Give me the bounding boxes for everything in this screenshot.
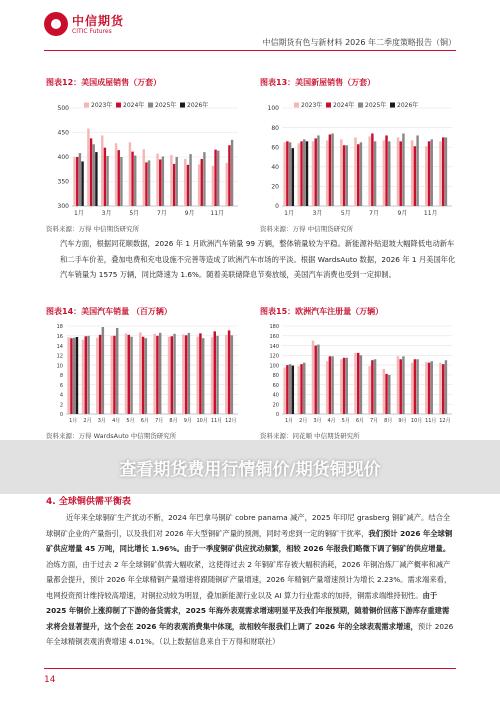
bar-2024年-6月 [357,353,359,414]
y-tick-label: 400 [57,154,69,162]
bar-2024年-8月 [385,135,387,206]
y-tick-label: 0 [59,412,63,419]
bar-2023年-7月 [156,154,158,206]
bar-2023年-4月 [326,140,328,206]
bar-2023年-3月 [96,338,98,414]
bar-2024年-8月 [171,336,173,414]
bar-2024年-11月 [214,331,216,414]
legend-label: 2023年 [301,102,323,109]
chart-fig13 [258,90,458,220]
bar-2026年-1月 [292,366,294,414]
bar-2025年-7月 [374,359,376,414]
x-tick-label: 1月 [284,210,294,217]
bar-2023年-3月 [101,135,103,206]
x-tick-label: 7月 [369,210,379,217]
bar-2023年-12月 [439,363,441,414]
bar-2023年-1月 [73,157,75,206]
legend-swatch [390,103,395,108]
bar-2023年-10月 [411,140,413,206]
bar-2023年-6月 [354,353,356,414]
y-tick-label: 100 [269,363,279,370]
x-tick-label: 9月 [397,210,408,217]
bar-2023年-2月 [298,143,300,206]
page-number: 14 [44,675,56,685]
legend-label: 2025年 [155,102,177,109]
y-tick-label: 80 [272,373,279,380]
paragraph-part-e: 预计 2026 年全球精铜表观消费增速 4.01%。（以上数据信息来自于万得和财联社） [46,621,454,646]
bar-2024年-5月 [343,358,345,414]
x-tick-label: 12月 [439,418,451,424]
bar-2023年-9月 [182,334,184,414]
bar-2026年-2月 [95,152,97,206]
bar-2026年-1月 [81,161,83,206]
bar-2023年-11月 [425,146,427,206]
bar-2023年-8月 [383,369,385,414]
y-tick-label: 12 [56,353,63,360]
logo-text-en: CITIC Futures [72,28,112,35]
bar-2025年-11月 [216,336,218,414]
y-tick-label: 16 [56,333,63,340]
bar-2024年-5月 [131,152,133,206]
bar-2025年-9月 [402,356,404,414]
x-tick-label: 2月 [299,418,308,424]
header-divider [44,50,456,51]
bar-2023年-5月 [129,142,131,206]
bar-2024年-9月 [187,165,189,206]
bar-2024年-11月 [428,141,430,206]
y-tick-label: 0 [275,412,279,419]
legend-label: 2026年 [187,102,209,109]
bar-2025年-1月 [73,338,75,414]
bar-2023年-10月 [196,337,198,414]
x-tick-label: 4月 [112,418,121,424]
legend-label: 2024年 [123,102,145,109]
bar-2025年-10月 [416,359,418,414]
bar-2025年-8月 [176,157,178,206]
chart-fig15 [258,320,458,426]
bar-2024年-6月 [357,144,359,206]
bar-2024年-10月 [199,333,201,414]
bar-2024年-12月 [442,137,444,206]
bar-2025年-7月 [374,141,376,206]
x-tick-label: 12月 [225,418,237,424]
bar-2024年-10月 [414,359,416,414]
bar-2025年-11月 [431,361,433,414]
legend-label: 2025年 [365,102,387,109]
bar-2023年-2月 [82,340,84,414]
legend-label: 2023年 [91,102,113,109]
bar-2023年-8月 [383,140,385,206]
bar-2023年-1月 [283,368,285,414]
x-tick-label: 11月 [425,418,437,424]
bar-2023年-6月 [143,149,145,206]
legend-swatch [116,103,121,108]
x-tick-label: 5月 [126,418,135,424]
bar-2024年-1月 [70,338,72,414]
bar-2024年-2月 [90,138,92,206]
bar-2023年-5月 [340,139,342,206]
legend-swatch [294,103,299,108]
legend-label: 2026年 [397,102,419,109]
bar-2025年-4月 [331,356,333,414]
y-tick-label: 10 [56,363,63,370]
legend-swatch [358,103,363,108]
bar-2024年-12月 [228,330,230,414]
bar-2024年-3月 [99,335,101,414]
bar-2025年-3月 [106,156,108,206]
x-tick-label: 1月 [74,210,84,217]
bar-2024年-8月 [385,374,387,414]
bar-2025年-4月 [331,133,333,206]
bar-2024年-3月 [314,138,316,206]
y-tick-label: 2 [59,402,63,409]
legend-swatch [148,103,153,108]
bar-2025年-6月 [360,355,362,414]
bar-2023年-7月 [368,366,370,414]
bar-2024年-12月 [228,145,230,206]
bar-2024年-4月 [329,134,331,206]
x-tick-label: 9月 [183,418,192,424]
bar-2024年-4月 [329,356,331,414]
bar-2023年-10月 [411,363,413,414]
logo-text-cn: 中信期货 [72,14,125,28]
bar-2024年-6月 [145,162,147,206]
document-title: 中信期货有色与新材料 2026 年二季度策略报告（铜） [262,38,456,47]
fig12-source: 资料来源：万得 中信期货研究所 [46,225,140,233]
fig14-source: 资料来源：万得 WardsAuto 中信期货研究所 [46,432,177,440]
section-heading: 4. 全球铜供需平衡表 [46,497,131,507]
bar-2025年-12月 [231,335,233,414]
footer-divider [44,668,456,669]
bar-2024年-2月 [300,364,302,414]
bar-2025年-1月 [79,153,81,206]
bar-2023年-5月 [340,359,342,414]
bar-2025年-1月 [289,142,291,206]
bar-2025年-10月 [203,152,205,206]
y-tick-label: 120 [269,353,279,360]
y-tick-label: 40 [271,164,279,171]
bar-2025年-7月 [159,333,161,414]
bar-2023年-4月 [110,336,112,414]
bar-2024年-3月 [104,148,106,206]
fig15-title: 图表15：欧洲汽车注册量（万辆） [260,307,384,316]
bar-2024年-1月 [286,365,288,414]
bar-2023年-12月 [225,335,227,414]
x-tick-label: 1月 [284,418,294,424]
bar-2023年-4月 [115,143,117,206]
bar-2025年-3月 [317,345,319,414]
bar-2023年-8月 [170,155,172,206]
chart-fig12 [44,90,244,220]
x-tick-label: 3月 [97,418,106,424]
x-tick-label: 10月 [196,418,208,424]
bar-2024年-4月 [118,150,120,206]
bar-2025年-11月 [217,151,219,206]
citic-logo-icon [44,12,68,36]
fig12-title: 图表12：美国成屋销售（万套） [46,78,162,87]
bar-2025年-5月 [346,358,348,414]
bar-2023年-8月 [168,337,170,414]
x-tick-label: 7月 [157,210,167,217]
x-tick-label: 1月 [69,418,78,424]
bar-2024年-5月 [343,145,345,206]
bar-2024年-5月 [128,335,130,414]
y-tick-label: 300 [57,203,69,211]
bar-2023年-10月 [198,164,200,206]
bar-2025年-1月 [289,364,291,414]
bar-2023年-5月 [125,333,127,414]
y-tick-label: 60 [272,382,279,389]
auto-sector-paragraph: 汽车方面，根据同花顺数据，2026 年 1 月欧洲汽车销量 99 万辆，整体销量较为平稳。新能源补贴退坡大幅降低电动新车和二手车价差，叠加电费和充电设施不完善等造成了欧洲汽车市场的平淡。根据 WardsAuto 数据，2026 年 1 月美国年化汽车销量为 1575 万辆，同比降速为 1.6%。随着美联储降息节奏放缓，美国汽车消费也受到一定抑制。 [60,239,456,279]
bar-2025年-6月 [145,338,147,414]
x-tick-label: 4月 [327,418,336,424]
bar-2023年-7月 [368,136,370,206]
bar-2024年-7月 [156,336,158,414]
x-tick-label: 11月 [210,418,223,424]
x-tick-label: 11月 [210,210,225,217]
bar-2024年-1月 [286,141,288,206]
x-tick-label: 3月 [101,210,112,217]
paragraph-part-d-bold: 由于 2025 年铜价上涨抑制了下游的备货需求，2025 年海外表观需求增速明显平及我们年报预期，随着铜价回落下游库存重建需求将会显著提升，这个会在 2026 年的表观消费集中体现，故相较年报我们上调了 2026 年的全球表观需求增速， [46,590,450,631]
bar-2025年-2月 [303,363,305,414]
bar-2025年-9月 [188,333,190,414]
paragraph-part-c: 冶炼方面，由于过去 2 年全球铜矿供需大幅收紧，这使得过去 2 年铜矿库存被大幅积消耗，2026 年铜冶炼厂减产概率和减产量都会提升，预计 2026 年全球精铜产量增速将跟随铜矿产量增速，2026 年精铜产量增速预计为增长 2.23%。需求端来看，电网投资预计维持较高增速，对铜拉动较为明显，叠加新能源行业以及 AI 算力行业需求的加持，铜需求端维持韧性。 [46,559,452,600]
x-tick-label: 6月 [355,418,365,424]
bar-2025年-5月 [134,156,136,206]
bar-2025年-11月 [431,139,433,206]
legend-swatch [326,103,331,108]
x-tick-label: 5月 [340,210,351,217]
bar-2023年-6月 [139,332,141,414]
bar-2023年-3月 [312,141,314,206]
x-tick-label: 5月 [129,210,140,217]
bar-2025年-9月 [189,154,191,206]
y-tick-label: 4 [59,392,63,399]
bar-2024年-11月 [214,150,216,206]
bar-2023年-4月 [326,361,328,414]
bar-2024年-12月 [442,364,444,414]
bar-2026年-1月 [76,337,78,414]
bar-2025年-9月 [402,133,404,206]
paragraph-part-a: 近年来全球铜矿生产扰动不断，2024 年巴拿马铜矿 cobre panama 减产，2025 年印尼 grasberg 铜矿减产。结合全球铜矿企业的产量指引，以及我们对 2026 年大型铜矿产量的预测，同时考虑到一定的铜矿干扰率， [46,513,451,538]
legend-swatch [84,103,89,108]
y-tick-label: 40 [272,392,279,399]
bar-2025年-12月 [231,140,233,206]
bar-2025年-2月 [93,144,95,206]
x-tick-label: 11月 [423,210,438,217]
x-tick-label: 2月 [83,418,92,424]
bar-2024年-3月 [314,346,316,414]
bar-2024年-7月 [159,159,161,206]
x-tick-label: 7月 [369,418,379,424]
bar-2025年-2月 [87,336,89,414]
bar-2025年-6月 [148,160,150,206]
bar-2025年-10月 [202,338,204,414]
bar-2025年-10月 [416,135,418,206]
x-tick-label: 7月 [155,418,164,424]
bar-2025年-3月 [102,327,104,414]
bar-2023年-9月 [397,356,399,414]
bar-2024年-7月 [371,133,373,206]
bar-2024年-10月 [201,159,203,206]
bar-2024年-2月 [85,336,87,414]
supply-demand-paragraph [46,510,456,650]
bar-2024年-1月 [76,157,78,206]
y-tick-label: 20 [272,402,279,409]
x-tick-label: 8月 [169,418,178,424]
bar-2024年-10月 [414,146,416,206]
y-tick-label: 6 [59,382,63,389]
bar-2025年-5月 [346,145,348,206]
bar-2024年-6月 [142,337,144,414]
bar-2025年-6月 [360,142,362,206]
x-tick-label: 9月 [184,210,195,217]
bar-2023年-2月 [87,129,89,206]
fig15-source: 资料来源：同花顺 中信期货研究所 [260,432,360,440]
chart-fig14 [44,320,244,426]
bar-2023年-12月 [439,141,441,206]
y-tick-label: 100 [267,105,279,113]
bar-2023年-11月 [211,337,213,414]
bar-2023年-9月 [184,159,186,206]
bar-2025年-2月 [303,139,305,206]
bar-2023年-2月 [298,366,300,414]
fig13-title: 图表13：美国新屋销售（万套） [260,78,376,87]
bar-2024年-9月 [185,335,187,414]
bar-2025年-12月 [445,360,447,414]
bar-2024年-8月 [173,164,175,206]
y-tick-label: 450 [57,129,69,137]
y-tick-label: 60 [271,144,279,152]
y-tick-label: 80 [271,124,279,132]
y-tick-label: 14 [56,343,63,350]
fig14-title: 图表14：美国汽车销量 （百万辆） [46,307,172,316]
bar-2024年-2月 [300,141,302,206]
bar-2024年-7月 [371,360,373,414]
bar-2023年-12月 [226,163,228,206]
y-tick-label: 160 [269,333,279,340]
y-tick-label: 0 [275,203,279,211]
bar-2025年-12月 [445,137,447,206]
x-tick-label: 3月 [313,418,322,424]
bar-2024年-11月 [428,363,430,414]
y-tick-label: 180 [269,324,279,331]
bar-2026年-1月 [292,148,294,206]
x-tick-label: 10月 [410,418,423,424]
bar-2023年-1月 [67,337,69,414]
bar-2025年-7月 [162,157,164,206]
paragraph-part-b-bold: 我们预计 2026 年全球铜矿供应增量 45 万吨，同比增长 1.96%。由于一季度铜矿供应扰动频繁，相较 2026 年报我们略微下调了铜矿的供应增量。 [46,528,453,553]
y-tick-label: 350 [57,178,69,186]
x-tick-label: 6月 [140,418,149,424]
bar-2023年-6月 [354,137,356,206]
bar-2025年-4月 [120,157,122,206]
x-tick-label: 3月 [312,210,323,217]
bar-2023年-7月 [153,334,155,414]
bar-2024年-9月 [399,359,401,414]
bar-2023年-3月 [312,341,314,414]
legend-label: 2024年 [333,102,355,109]
y-tick-label: 500 [57,105,69,113]
fig13-source: 资料来源：万得 中信期货研究所 [260,225,354,233]
bar-2023年-11月 [212,166,214,206]
y-tick-label: 140 [269,343,279,350]
bar-2023年-11月 [425,362,427,414]
bar-2025年-8月 [173,334,175,414]
y-tick-label: 18 [56,324,63,331]
bar-2023年-9月 [397,137,399,206]
bar-2025年-3月 [317,135,319,206]
bar-2025年-4月 [116,328,118,414]
y-tick-label: 20 [271,183,279,191]
y-tick-label: 8 [59,373,63,380]
bar-2026年-2月 [306,141,308,206]
bar-2023年-1月 [283,142,285,206]
bar-2025年-5月 [130,337,132,414]
overlay-banner-text: 查看期货费用行情铜价/期货铜现价 [119,460,381,480]
x-tick-label: 5月 [341,418,350,424]
legend-swatch [180,103,185,108]
x-tick-label: 9月 [398,418,407,424]
bar-2025年-8月 [388,141,390,206]
bar-2024年-4月 [113,336,115,414]
bar-2024年-9月 [399,141,401,206]
bar-2025年-8月 [388,375,390,414]
x-tick-label: 8月 [384,418,393,424]
